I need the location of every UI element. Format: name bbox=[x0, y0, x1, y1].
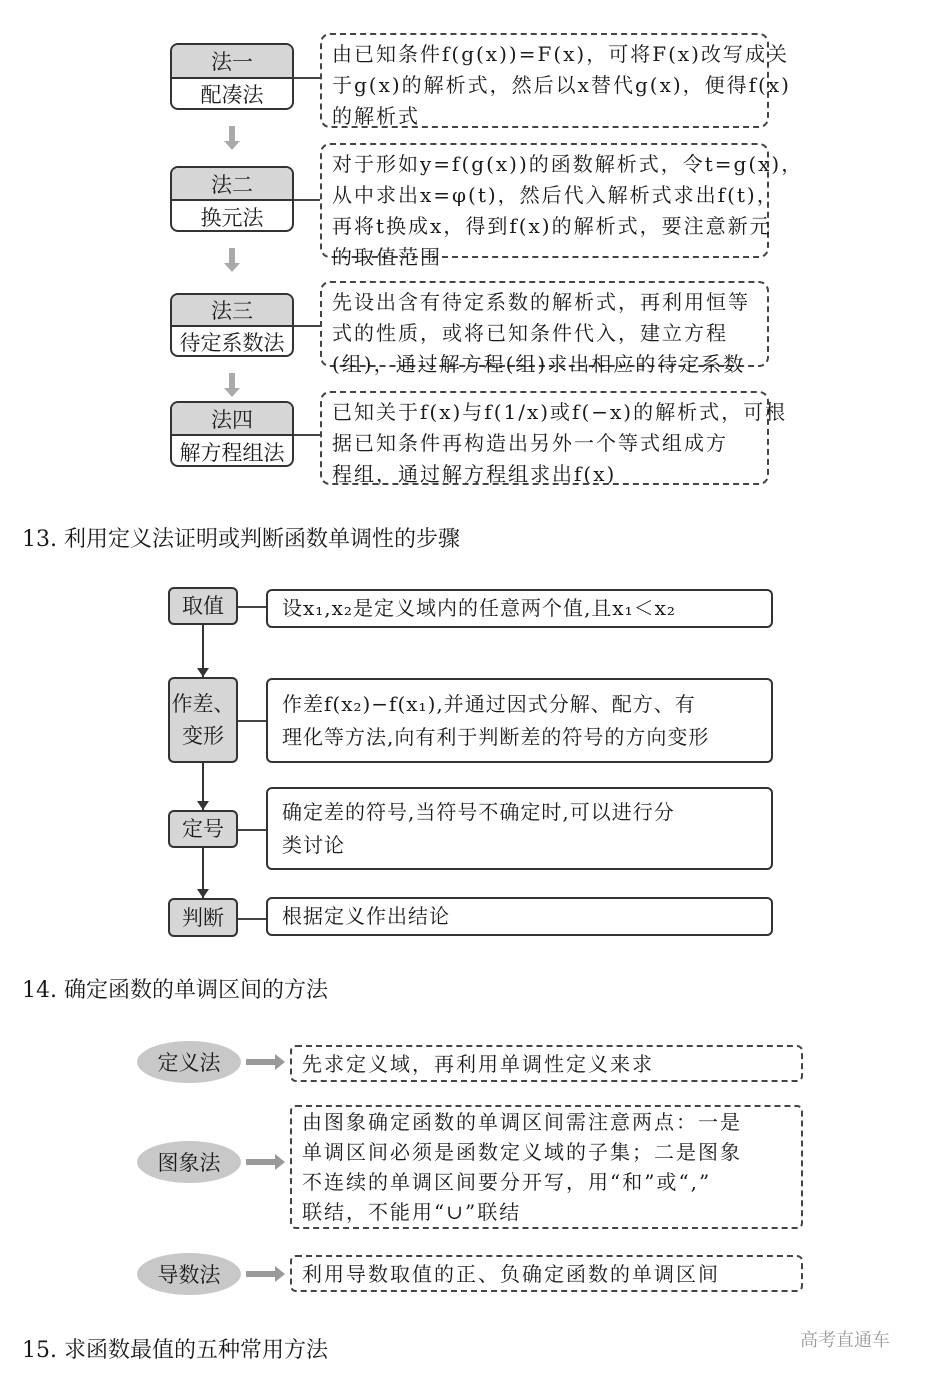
arrowhead-icon bbox=[197, 668, 209, 677]
text-line: 再将t换成x，得到f(x)的解析式，要注意新元 bbox=[332, 214, 772, 238]
text-line: 从中求出x=φ(t)，然后代入解析式求出f(t)， bbox=[332, 183, 779, 207]
step-description bbox=[266, 678, 773, 763]
method-number: 法一 bbox=[172, 45, 292, 79]
right-arrow-icon bbox=[246, 1159, 276, 1165]
text-line: 的取值范围 bbox=[332, 245, 442, 269]
connector-line bbox=[294, 199, 320, 201]
text-line: 先设出含有待定系数的解析式，再利用恒等 bbox=[332, 290, 750, 314]
method-description bbox=[320, 143, 804, 269]
text-line: (组)，通过解方程(组)求出相应的待定系数 bbox=[332, 352, 746, 376]
method-box bbox=[170, 293, 294, 357]
method-number: 法四 bbox=[172, 403, 292, 436]
right-arrow-icon bbox=[246, 1059, 276, 1065]
text-line: 式的性质，或将已知条件代入，建立方程 bbox=[332, 321, 728, 345]
arrowhead-icon bbox=[197, 801, 209, 810]
arrowhead-icon bbox=[197, 889, 209, 898]
method-box bbox=[170, 166, 294, 232]
connector-line bbox=[238, 720, 266, 722]
down-arrow-icon bbox=[229, 373, 235, 389]
text-line: 对于形如y=f(g(x))的函数解析式，令t=g(x)， bbox=[332, 152, 804, 176]
down-arrow-icon bbox=[229, 126, 235, 142]
method-number: 法三 bbox=[172, 295, 292, 327]
text-line: 作差f(x₂)−f(x₁),并通过因式分解、配方、有 bbox=[282, 691, 696, 716]
text-line: 由已知条件f(g(x))=F(x)，可将F(x)改写成关 bbox=[332, 42, 789, 66]
method-description bbox=[320, 391, 788, 486]
text-line: 程组，通过解方程组求出f(x) bbox=[332, 462, 617, 486]
text-line: 设x₁,x₂是定义域内的任意两个值,且x₁＜x₂ bbox=[282, 596, 676, 620]
method-number: 法二 bbox=[172, 168, 292, 201]
connector-line bbox=[238, 606, 266, 608]
section-14-heading: 14. 确定函数的单调区间的方法 bbox=[22, 978, 328, 1003]
method-name: 配凑法 bbox=[200, 83, 264, 108]
method-description bbox=[290, 1105, 803, 1229]
text-line: 于g(x)的解析式，然后以x替代g(x)，便得f(x) bbox=[332, 73, 791, 97]
text-line: 先求定义域，再利用单调性定义来求 bbox=[302, 1051, 654, 1076]
text-line: 已知关于f(x)与f(1/x)或f(−x)的解析式，可根 bbox=[332, 400, 788, 424]
text-line: 联结，不能用“∪”联结 bbox=[302, 1200, 522, 1224]
method-box bbox=[170, 401, 294, 467]
text-line: 不连续的单调区间要分开写，用“和”或“,” bbox=[302, 1170, 712, 1194]
text-line: 类讨论 bbox=[282, 832, 345, 857]
method-description bbox=[290, 1255, 803, 1292]
text-line: 由图象确定函数的单调区间需注意两点：一是 bbox=[302, 1110, 742, 1134]
down-arrow-icon bbox=[229, 248, 235, 264]
method-box bbox=[170, 43, 294, 110]
step-label: 定号 bbox=[168, 810, 238, 848]
right-arrow-icon bbox=[246, 1271, 276, 1277]
step-label: 作差、变形 bbox=[168, 677, 238, 763]
method-label: 导数法 bbox=[137, 1253, 241, 1295]
text-line: 单调区间必须是函数定义域的子集；二是图象 bbox=[302, 1140, 742, 1164]
connector-line bbox=[294, 434, 320, 436]
method-description bbox=[320, 281, 769, 376]
method-description bbox=[290, 1045, 803, 1082]
method-name: 解方程组法 bbox=[179, 440, 285, 465]
text-line: 理化等方法,向有利于判断差的符号的方向变形 bbox=[282, 724, 710, 749]
text-line: 利用导数取值的正、负确定函数的单调区间 bbox=[302, 1261, 720, 1286]
section-15-heading: 15. 求函数最值的五种常用方法 bbox=[22, 1338, 328, 1363]
text-line: 确定差的符号,当符号不确定时,可以进行分 bbox=[282, 799, 675, 824]
method-name: 待定系数法 bbox=[179, 331, 285, 355]
step-label: 取值 bbox=[168, 587, 238, 625]
step-description bbox=[266, 897, 773, 936]
method-description bbox=[320, 33, 791, 128]
watermark: 高考直通车 bbox=[800, 1330, 890, 1351]
text-line: 据已知条件再构造出另外一个等式组成方 bbox=[332, 431, 728, 455]
connector-line bbox=[294, 77, 320, 79]
section-13-heading: 13. 利用定义法证明或判断函数单调性的步骤 bbox=[22, 527, 460, 552]
text-line: 的解析式 bbox=[332, 104, 420, 128]
connector-line bbox=[238, 829, 266, 831]
connector-line bbox=[238, 918, 266, 920]
step-description bbox=[266, 589, 773, 628]
method-name: 换元法 bbox=[200, 205, 264, 230]
method-label: 图象法 bbox=[137, 1141, 241, 1183]
step-description bbox=[266, 787, 773, 870]
method-label: 定义法 bbox=[137, 1041, 241, 1083]
connector-line bbox=[294, 325, 320, 327]
step-label: 判断 bbox=[168, 898, 238, 937]
text-line: 根据定义作出结论 bbox=[282, 904, 450, 928]
